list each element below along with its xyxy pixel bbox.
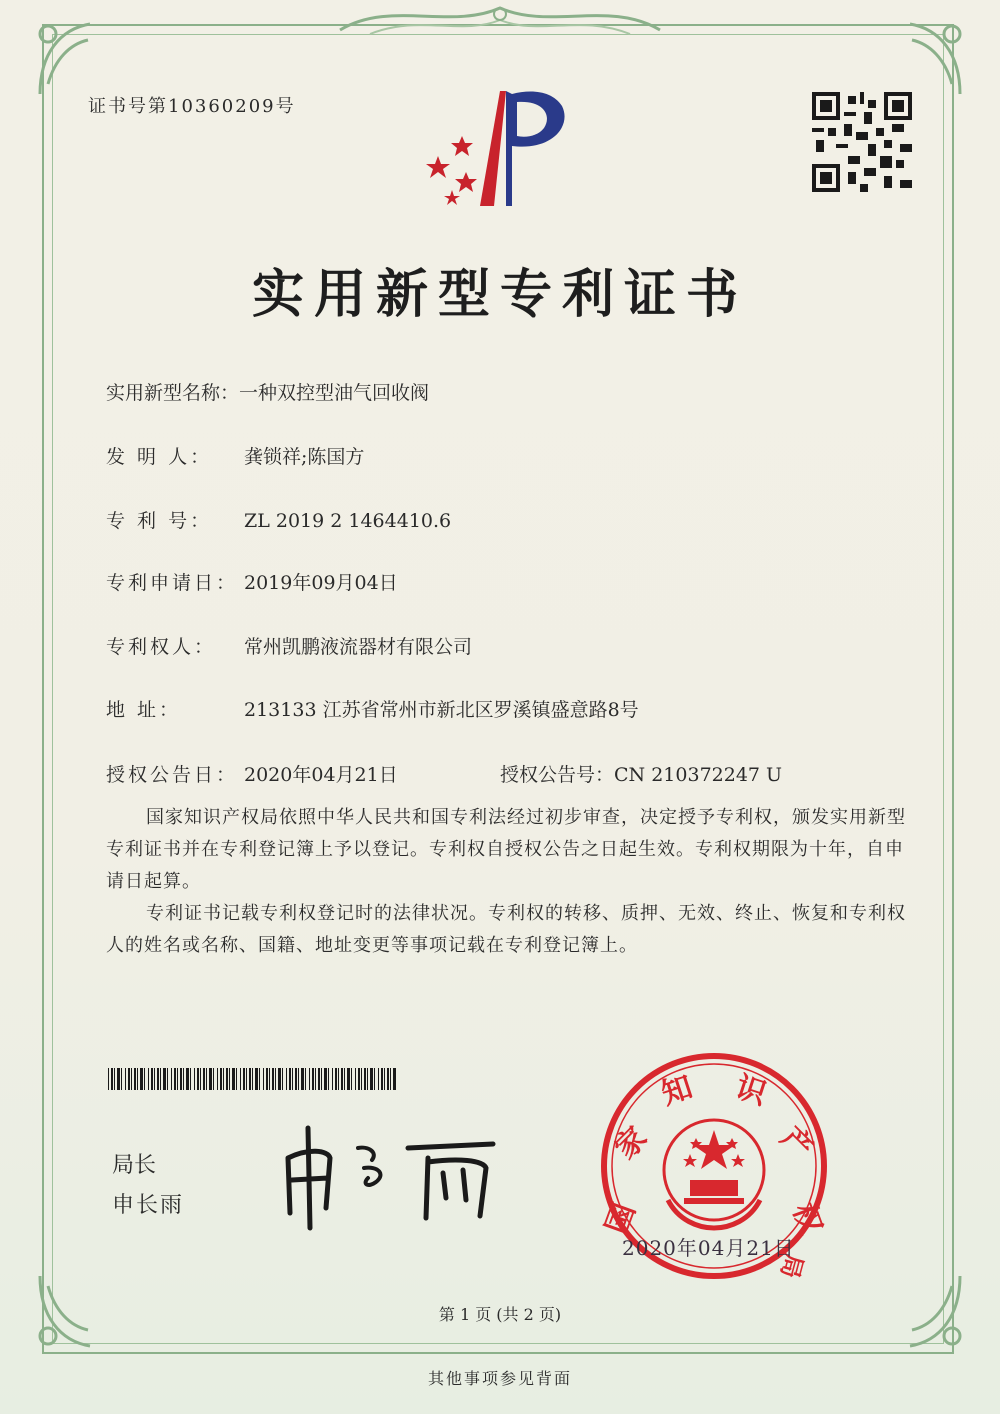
barcode-bar xyxy=(186,1068,189,1090)
field-value: 213133 江苏省常州市新北区罗溪镇盛意路8号 xyxy=(244,699,639,721)
director-signature-icon xyxy=(268,1118,508,1238)
barcode-bar xyxy=(151,1068,153,1090)
field-value: 一种双控型油气回收阀 xyxy=(239,382,430,404)
barcode-bar xyxy=(282,1068,283,1090)
field-grant-number xyxy=(500,760,782,787)
barcode-bar xyxy=(292,1068,293,1090)
field-address xyxy=(106,695,639,722)
barcode-bar xyxy=(206,1068,207,1090)
barcode-bar xyxy=(229,1068,230,1090)
svg-text:权: 权 xyxy=(785,1198,829,1239)
barcode-bar xyxy=(240,1068,241,1090)
barcode-bar xyxy=(125,1068,126,1090)
barcode-bar xyxy=(114,1068,115,1090)
barcode-bar xyxy=(332,1068,333,1090)
barcode-bar xyxy=(324,1068,327,1090)
barcode-bar xyxy=(364,1068,366,1090)
barcode-bar xyxy=(263,1068,264,1090)
barcode-bar xyxy=(197,1068,199,1090)
barcode-bar xyxy=(134,1068,136,1090)
certificate-title: 实用新型专利证书 xyxy=(251,265,748,325)
barcode-bar xyxy=(252,1068,253,1090)
barcode-bar xyxy=(111,1068,113,1090)
field-label: 发 明 人： xyxy=(106,446,213,468)
qr-code-icon xyxy=(812,92,912,192)
field-inventor xyxy=(106,442,364,469)
barcode-bar xyxy=(246,1068,247,1090)
barcode-bar xyxy=(305,1068,306,1090)
field-value: 常州凯鹏液流器材有限公司 xyxy=(244,636,473,658)
field-value: 龚锁祥;陈国方 xyxy=(244,446,365,468)
barcode-bar xyxy=(358,1068,360,1090)
barcode-bar xyxy=(286,1068,287,1090)
barcode-bar xyxy=(154,1068,155,1090)
barcode-bar xyxy=(200,1068,201,1090)
barcode-bar xyxy=(137,1068,138,1090)
barcode-bar xyxy=(269,1068,270,1090)
legal-paragraph-2: 专利证书记载专利权登记时的法律状况。专利权的转移、质押、无效、终止、恢复和专利权人的姓名或名称、国籍、地址变更等事项记载在专利登记簿上。 xyxy=(106,903,906,956)
barcode-bar xyxy=(203,1068,205,1090)
barcode-bar xyxy=(315,1068,316,1090)
barcode-bar xyxy=(384,1068,385,1090)
corner-ornament-icon xyxy=(900,14,970,104)
barcode-bar xyxy=(289,1068,291,1090)
barcode-bar xyxy=(217,1068,218,1090)
barcode-bar xyxy=(335,1068,337,1090)
barcode-bar xyxy=(318,1068,320,1090)
svg-text:国: 国 xyxy=(599,1198,643,1239)
field-patentee xyxy=(106,632,472,659)
barcode-bar xyxy=(272,1068,274,1090)
barcode-bar xyxy=(236,1068,237,1090)
barcode-bar xyxy=(232,1068,235,1090)
barcode-bar xyxy=(351,1068,352,1090)
barcode-bar xyxy=(370,1068,373,1090)
barcode-bar xyxy=(374,1068,375,1090)
barcode-bar xyxy=(301,1068,304,1090)
field-application-date xyxy=(106,568,398,595)
barcode-bar xyxy=(108,1068,109,1090)
barcode-bar xyxy=(378,1068,379,1090)
certificate-number: 证书号第10360209号 xyxy=(88,96,296,117)
barcode-bar xyxy=(347,1068,350,1090)
barcode-bar xyxy=(266,1068,268,1090)
svg-text:知: 知 xyxy=(657,1069,697,1113)
legal-paragraph-1: 国家知识产权局依照中华人民共和国专利法经过初步审查，决定授予专利权，颁发实用新型专利证书并在专利登记簿上予以登记。专利权自授权公告之日起生效。专利权期限为十年，自申请日起算。 xyxy=(106,807,906,892)
field-utility-model-name xyxy=(106,378,429,405)
barcode-bar xyxy=(321,1068,322,1090)
field-label: 授权公告号： xyxy=(500,764,615,786)
barcode-bar xyxy=(180,1068,182,1090)
barcode-bar xyxy=(121,1068,122,1090)
barcode-bar xyxy=(298,1068,299,1090)
field-grant-date xyxy=(106,760,398,787)
barcode-bar xyxy=(226,1068,228,1090)
barcode-bar xyxy=(131,1068,132,1090)
svg-text:家: 家 xyxy=(608,1120,655,1167)
barcode-bar xyxy=(381,1068,383,1090)
corner-ornament-icon xyxy=(30,14,100,104)
field-value: 2020年04月21日 xyxy=(244,764,398,786)
barcode-bar xyxy=(140,1068,143,1090)
barcode-bar xyxy=(338,1068,339,1090)
barcode-bar xyxy=(393,1068,396,1090)
field-label: 专 利 号： xyxy=(106,510,213,532)
page-number: 第 1 页 (共 2 页) xyxy=(438,1305,562,1324)
barcode-bar xyxy=(341,1068,343,1090)
svg-text:局: 局 xyxy=(775,1250,809,1282)
barcode-bar xyxy=(344,1068,345,1090)
barcode-bar xyxy=(174,1068,176,1090)
seal-date: 2020年04月21日 xyxy=(622,1236,795,1260)
barcode-bar xyxy=(328,1068,329,1090)
barcode-bar xyxy=(144,1068,145,1090)
field-value: CN 210372247 U xyxy=(614,764,783,786)
barcode-bar xyxy=(194,1068,195,1090)
barcode-bar xyxy=(390,1068,391,1090)
footer-note: 其他事项参见背面 xyxy=(427,1369,572,1388)
barcode-bar xyxy=(117,1068,120,1090)
barcode-bar xyxy=(243,1068,245,1090)
barcode-bar xyxy=(355,1068,356,1090)
barcode-bar xyxy=(223,1068,224,1090)
barcode-bar xyxy=(148,1068,149,1090)
barcode-bar xyxy=(220,1068,222,1090)
field-value: ZL 2019 2 1464410.6 xyxy=(244,510,452,532)
barcode-bar xyxy=(367,1068,368,1090)
barcode-bar xyxy=(278,1068,281,1090)
barcode-bar xyxy=(259,1068,260,1090)
barcode-bar xyxy=(309,1068,310,1090)
barcode-bar xyxy=(183,1068,184,1090)
barcode-bar xyxy=(160,1068,161,1090)
field-label: 授权公告日： xyxy=(106,764,239,786)
barcode-bar xyxy=(387,1068,389,1090)
barcode-bar xyxy=(295,1068,297,1090)
barcode-bar xyxy=(275,1068,276,1090)
director-title: 局长 xyxy=(112,1153,157,1178)
field-value: 2019年09月04日 xyxy=(244,572,398,594)
svg-text:产: 产 xyxy=(773,1120,820,1167)
barcode-bar xyxy=(361,1068,362,1090)
director-name: 申长雨 xyxy=(112,1193,185,1218)
barcode-bar xyxy=(249,1068,251,1090)
barcode-icon xyxy=(108,1068,398,1090)
barcode-bar xyxy=(177,1068,178,1090)
barcode-bar xyxy=(167,1068,168,1090)
barcode-bar xyxy=(171,1068,172,1090)
barcode-bar xyxy=(190,1068,191,1090)
top-ornament-icon xyxy=(330,0,670,40)
svg-text:识: 识 xyxy=(731,1069,771,1113)
field-label: 专利申请日： xyxy=(106,572,239,594)
barcode-bar xyxy=(255,1068,258,1090)
barcode-bar xyxy=(209,1068,212,1090)
field-patent-number xyxy=(106,506,451,533)
field-label: 专利权人： xyxy=(106,636,217,658)
barcode-bar xyxy=(128,1068,130,1090)
field-label: 实用新型名称： xyxy=(106,382,240,404)
barcode-bar xyxy=(163,1068,166,1090)
field-label: 地 址： xyxy=(106,699,182,721)
cnipa-logo-icon xyxy=(422,86,582,211)
barcode-bar xyxy=(312,1068,314,1090)
barcode-bar xyxy=(157,1068,159,1090)
barcode-bar xyxy=(213,1068,214,1090)
